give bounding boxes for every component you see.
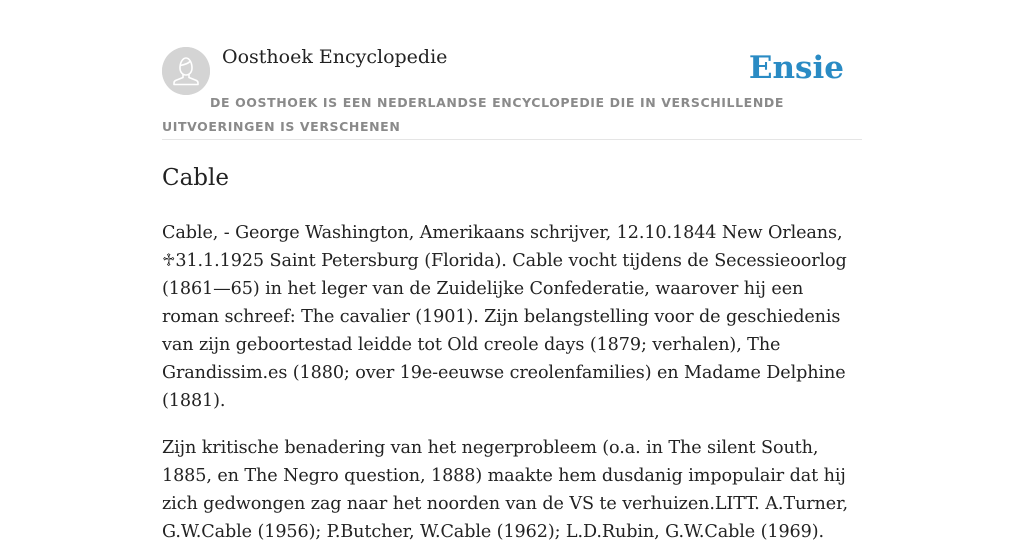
article-paragraph: Cable, - George Washington, Amerikaans schrijver, 12.10.1844 New Orleans, ♱31.1.1925 Saint Petersburg (Florida). Cable vocht tijdens de Secessieoorlog (1861—65) in het leger van de Zuidelijke Confederatie, waarover hij een roman schreef: The cavalier (1901). Zijn belangstelling voor de geschiedenis van zijn geboortestad leidde tot Old creole days (1879; verhalen), The Grandissim.es (1880; over 19e-eeuwse creolenfamilies) en Madame Delphine (1881). [162, 223, 847, 411]
source-header [162, 40, 862, 140]
source-title[interactable]: Oosthoek Encyclopedie [222, 46, 448, 68]
source-description: DE OOSTHOEK IS EEN NEDERLANDSE ENCYCLOPEDIE DIE IN VERSCHILLENDE UITVOERINGEN IS VERSCHENEN [162, 95, 784, 134]
article [162, 160, 862, 546]
brand-logo-link[interactable]: Ensie [748, 50, 844, 86]
article-paragraph: Zijn kritische benadering van het negerprobleem (o.a. in The silent South, 1885, en The Negro question, 1888) maakte hem dusdanig impopulair dat hij zich gedwongen zag naar het noorden van de VS te verhuizen.LITT. A.Turner, G.W.Cable (1956); P.Butcher, W.Cable (1962); L.D.Rubin, G.W.Cable (1969). [162, 438, 848, 542]
user-icon [162, 47, 210, 95]
article-title: Cable [162, 165, 230, 191]
